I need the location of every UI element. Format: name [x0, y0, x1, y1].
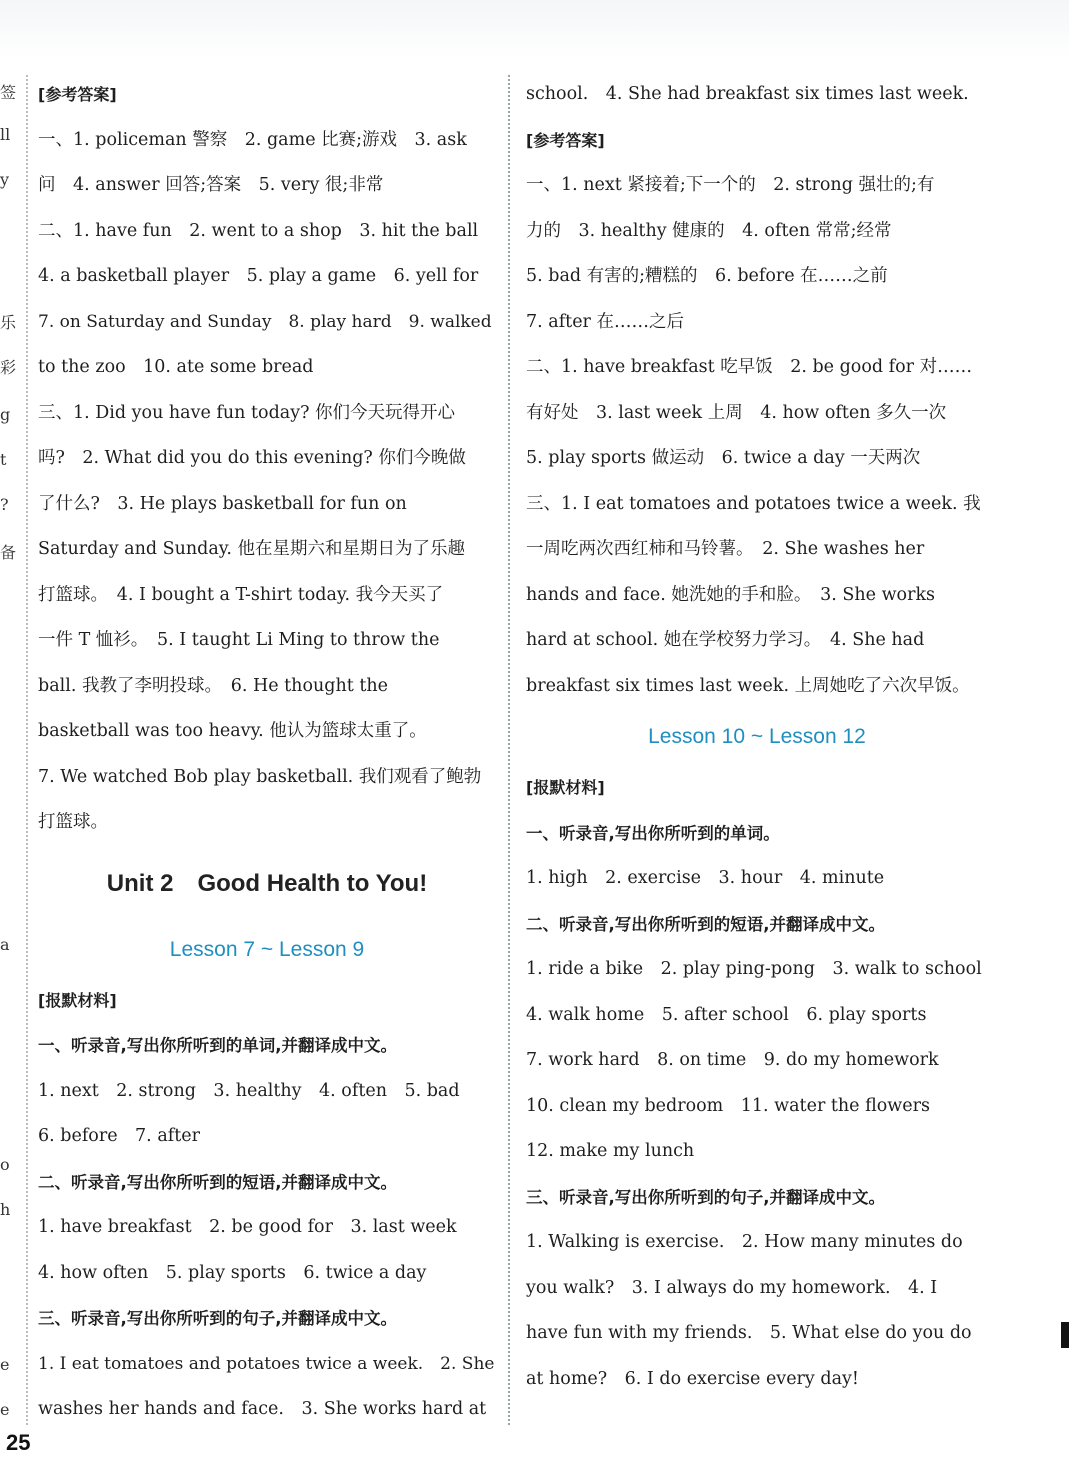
margin-fragment: y	[0, 170, 10, 189]
answer-line: 7. work hard 8. on time 9. do my homework	[526, 1050, 939, 1070]
answer-line: 一、1. policeman 警察 2. game 比赛;游戏 3. ask	[38, 129, 467, 150]
exercise-heading: 一、听录音,写出你所听到的单词,并翻译成中文。	[38, 1036, 398, 1055]
answer-line: 12. make my lunch	[526, 1141, 695, 1161]
column-divider	[508, 75, 510, 1425]
answer-line: 5. play sports 做运动 6. twice a day 一天两次	[526, 448, 921, 468]
page-top-shade	[0, 0, 1069, 60]
answer-line: 10. clean my bedroom 11. water the flowers	[526, 1095, 930, 1116]
lesson-title: Lesson 7 ~ Lesson 9	[169, 937, 365, 961]
margin-fragment: 乐	[0, 313, 17, 332]
answer-line: 5. bad 有害的;糟糕的 6. before 在……之前	[526, 266, 888, 286]
lesson-title: Lesson 10 ~ Lesson 12	[648, 725, 866, 748]
answer-line: you walk? 3. I always do my homework. 4. I	[526, 1277, 938, 1298]
answer-line: 问 4. answer 回答;答案 5. very 很;非常	[38, 175, 384, 195]
margin-fragment: h	[0, 1200, 11, 1219]
answer-line: 6. before 7. after	[38, 1126, 200, 1146]
margin-fragment: 彩	[0, 358, 17, 377]
exercise-heading: 三、听录音,写出你所听到的句子,并翻译成中文。	[38, 1309, 398, 1328]
margin-fragment: 签	[0, 83, 17, 102]
left-margin-divider	[26, 75, 28, 1425]
answer-line: at home? 6. I do exercise every day!	[526, 1368, 859, 1389]
margin-fragment: ?	[0, 495, 9, 514]
answer-line: 7. on Saturday and Sunday 8. play hard 9. walked	[38, 311, 492, 332]
exercise-heading: 一、听录音,写出你所听到的单词。	[526, 823, 780, 843]
answer-line: hard at school. 她在学校努力学习。 4. She had	[526, 630, 925, 650]
margin-fragment: e	[0, 1400, 10, 1419]
answer-line: hands and face. 她洗她的手和脸。 3. She works	[526, 584, 936, 605]
margin-fragment: 备	[0, 543, 17, 562]
answer-line: 1. Walking is exercise. 2. How many minutes do	[526, 1232, 963, 1252]
edge-thumb-tab	[1061, 1322, 1069, 1348]
answer-line: 4. a basketball player 5. play a game 6. yell for	[38, 266, 479, 286]
answer-line: 了什么? 3. He plays basketball for fun on	[38, 493, 407, 514]
answer-line: 1. have breakfast 2. be good for 3. last week	[38, 1217, 457, 1237]
answer-line: school. 4. She had breakfast six times last week.	[526, 84, 969, 104]
section-tag: [参考答案]	[38, 85, 117, 104]
answer-line: 1. next 2. strong 3. healthy 4. often 5. bad	[38, 1080, 460, 1101]
answer-line: 三、1. Did you have fun today? 你们今天玩得开心	[38, 402, 456, 423]
section-tag: [报默材料]	[526, 778, 605, 797]
section-tag: [参考答案]	[526, 130, 605, 150]
answer-line: 1. high 2. exercise 3. hour 4. minute	[526, 868, 885, 888]
exercise-heading: 二、听录音,写出你所听到的短语,并翻译成中文。	[38, 1172, 398, 1192]
answer-line: 4. how often 5. play sports 6. twice a day	[38, 1262, 427, 1283]
previous-page-margin	[0, 70, 17, 1419]
answer-line: 三、1. I eat tomatoes and potatoes twice a week. 我	[526, 493, 981, 514]
answer-line: 二、1. have breakfast 吃早饭 2. be good for 对……	[526, 357, 973, 377]
answer-line: to the zoo 10. ate some bread	[38, 357, 314, 377]
answer-line: ball. 我教了李明投球。 6. He thought the	[38, 675, 388, 696]
answer-line: basketball was too heavy. 他认为篮球太重了。	[38, 721, 427, 741]
margin-fragment: ll	[0, 125, 11, 144]
answer-line: 有好处 3. last week 上周 4. how often 多久一次	[526, 402, 947, 423]
answer-line: 打篮球。	[38, 812, 108, 832]
margin-fragment: t	[0, 450, 7, 469]
margin-fragment: g	[0, 405, 11, 424]
page-number: 25	[6, 1430, 31, 1455]
unit-title: Unit 2 Good Health to You!	[106, 869, 428, 897]
margin-fragment: o	[0, 1155, 10, 1174]
answer-line: 7. after 在……之后	[526, 311, 684, 332]
section-tag: [报默材料]	[38, 990, 117, 1010]
left-column	[38, 72, 496, 1433]
answer-line: washes her hands and face. 3. She works hard at	[38, 1399, 487, 1419]
answer-line: 一周吃两次西红柿和马铃薯。 2. She washes her	[526, 539, 925, 559]
margin-fragment: e	[0, 1355, 10, 1374]
exercise-heading: 二、听录音,写出你所听到的短语,并翻译成中文。	[526, 914, 886, 934]
answer-line: 4. walk home 5. after school 6. play sports	[526, 1004, 927, 1025]
answer-line: 吗? 2. What did you do this evening? 你们今晚做	[38, 448, 466, 468]
answer-line: 二、1. have fun 2. went to a shop 3. hit the ball	[38, 220, 479, 241]
margin-fragment: a	[0, 935, 10, 954]
answer-line: 1. ride a bike 2. play ping-pong 3. walk to school	[526, 959, 982, 979]
answer-line: 一件 T 恤衫。 5. I taught Li Ming to throw the	[38, 630, 440, 650]
answer-line: 1. I eat tomatoes and potatoes twice a week. 2. She	[38, 1353, 495, 1374]
exercise-heading: 三、听录音,写出你所听到的句子,并翻译成中文。	[526, 1187, 886, 1207]
answer-line: have fun with my friends. 5. What else do you do	[526, 1323, 972, 1343]
right-column	[526, 72, 988, 1402]
answer-line: 7. We watched Bob play basketball. 我们观看了鲍勃	[38, 766, 482, 787]
answer-line: Saturday and Sunday. 他在星期六和星期日为了乐趣	[38, 539, 465, 559]
answer-line: 打篮球。 4. I bought a T-shirt today. 我今天买了	[38, 584, 444, 605]
answer-line: 力的 3. healthy 健康的 4. often 常常;经常	[526, 220, 892, 241]
answer-line: 一、1. next 紧接着;下一个的 2. strong 强壮的;有	[526, 175, 935, 195]
answer-line: breakfast six times last week. 上周她吃了六次早饭。	[526, 675, 970, 696]
